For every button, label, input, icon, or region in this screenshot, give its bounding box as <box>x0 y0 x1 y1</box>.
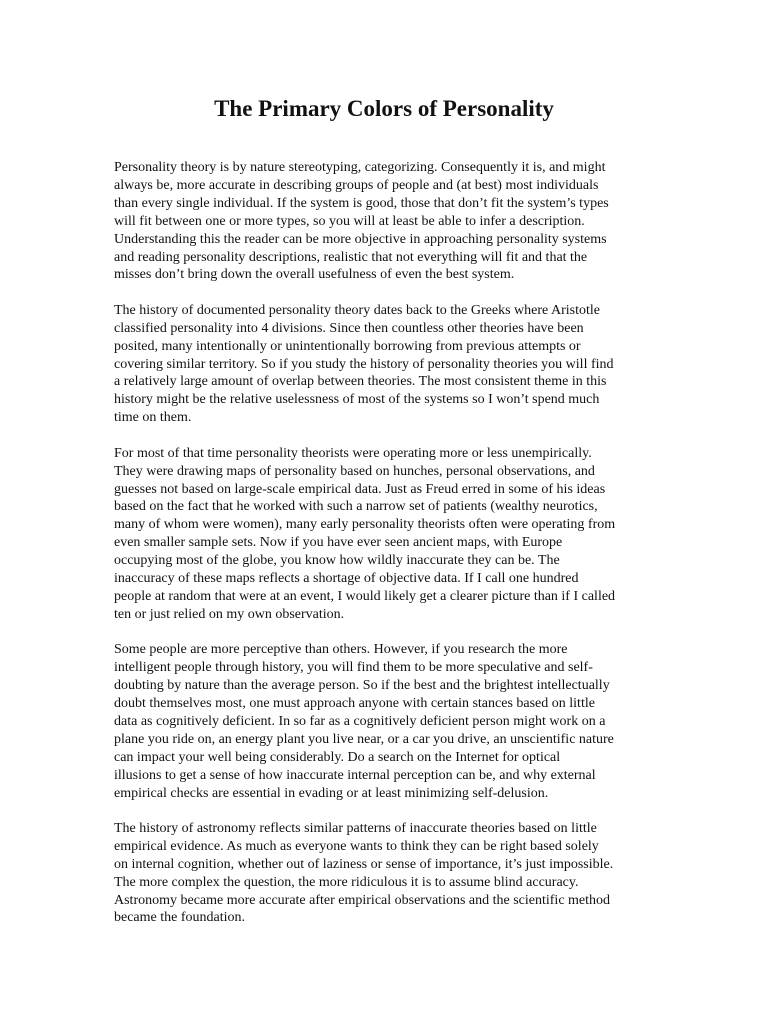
text-line: Astronomy became more accurate after empirical observations and the scientific method <box>114 892 611 908</box>
text-line: doubting by nature than the average person. So if the best and the brightest intellectually <box>114 678 610 694</box>
text-line: many of whom were women), many early personality theorists often were operating from <box>114 517 616 533</box>
page-title: The Primary Colors of Personality <box>214 96 554 121</box>
text-line: a relatively large amount of overlap between theories. The most consistent theme in this <box>114 374 607 390</box>
text-line: on internal cognition, whether out of laziness or sense of importance, it’s just impossible. <box>114 856 614 872</box>
text-line: even smaller sample sets. Now if you have ever seen ancient maps, with Europe <box>114 535 563 551</box>
text-line: empirical evidence. As much as everyone wants to think they can be right based solely <box>114 838 599 854</box>
text-line: misses don’t bring down the overall usefulness of even the best system. <box>114 267 515 283</box>
text-line: inaccuracy of these maps reflects a shortage of objective data. If I call one hundred <box>114 571 579 587</box>
text-line: guesses not based on large-scale empirical data. Just as Freud erred in some of his ideas <box>114 481 606 497</box>
text-line: plane you ride on, an energy plant you live near, or a car you drive, an unscientific nature <box>114 731 614 747</box>
text-line: people at random that were at an event, I would likely get a clearer picture than if I called <box>114 588 616 604</box>
text-line: history might be the relative uselessness of most of the systems so I won’t spend much <box>114 392 600 408</box>
paragraph-2 <box>114 302 659 427</box>
paragraph-1 <box>114 159 659 284</box>
text-line: ten or just relied on my own observation. <box>114 606 345 622</box>
text-line: For most of that time personality theorists were operating more or less unempirically. <box>114 445 592 461</box>
text-line: The history of documented personality theory dates back to the Greeks where Aristotle <box>114 302 600 318</box>
text-line: empirical checks are essential in evading or at least minimizing self-delusion. <box>114 785 549 801</box>
text-line: Some people are more perceptive than others. However, if you research the more <box>114 642 568 658</box>
paragraph-4 <box>114 641 659 802</box>
text-line: doubt themselves most, one must approach anyone with certain stances based on little <box>114 695 595 711</box>
text-line: always be, more accurate in describing groups of people and (at best) most individuals <box>114 177 599 193</box>
text-line: covering similar territory. So if you study the history of personality theories you will find <box>114 356 614 372</box>
text-line: occupying most of the globe, you know how wildly inaccurate they can be. The <box>114 553 560 569</box>
text-line: They were drawing maps of personality based on hunches, personal observations, and <box>114 463 595 479</box>
text-line: than every single individual. If the system is good, those that don’t fit the system’s types <box>114 195 609 211</box>
text-line: and reading personality descriptions, realistic that not everything will fit and that the <box>114 249 588 265</box>
text-line: The history of astronomy reflects similar patterns of inaccurate theories based on little <box>114 820 597 836</box>
text-line: Personality theory is by nature stereotyping, categorizing. Consequently it is, and might <box>114 160 606 175</box>
text-line: became the foundation. <box>114 910 246 926</box>
text-line: will fit between one or more types, so you will at least be able to infer a description. <box>114 213 585 229</box>
text-line: based on the fact that he worked with such a narrow set of patients (wealthy neurotics, <box>114 499 598 515</box>
paragraph-5 <box>114 820 659 927</box>
text-line: posited, many intentionally or unintentionally borrowing from previous attempts or <box>114 338 581 354</box>
text-line: Understanding this the reader can be more objective in approaching personality systems <box>114 231 607 247</box>
text-line: data as cognitively deficient. In so far as a cognitively deficient person might work on a <box>114 713 606 729</box>
text-line: The more complex the question, the more ridiculous it is to assume blind accuracy. <box>114 874 579 890</box>
text-line: classified personality into 4 divisions. Since then countless other theories have been <box>114 320 584 336</box>
text-line: intelligent people through history, you will find them to be more speculative and self- <box>114 660 593 676</box>
text-line: can impact your well being considerably. Do a search on the Internet for optical <box>114 749 561 765</box>
text-line: illusions to get a sense of how inaccurate internal perception can be, and why external <box>114 767 596 783</box>
document-body <box>114 159 659 945</box>
text-line: time on them. <box>114 410 192 426</box>
paragraph-3 <box>114 445 659 624</box>
